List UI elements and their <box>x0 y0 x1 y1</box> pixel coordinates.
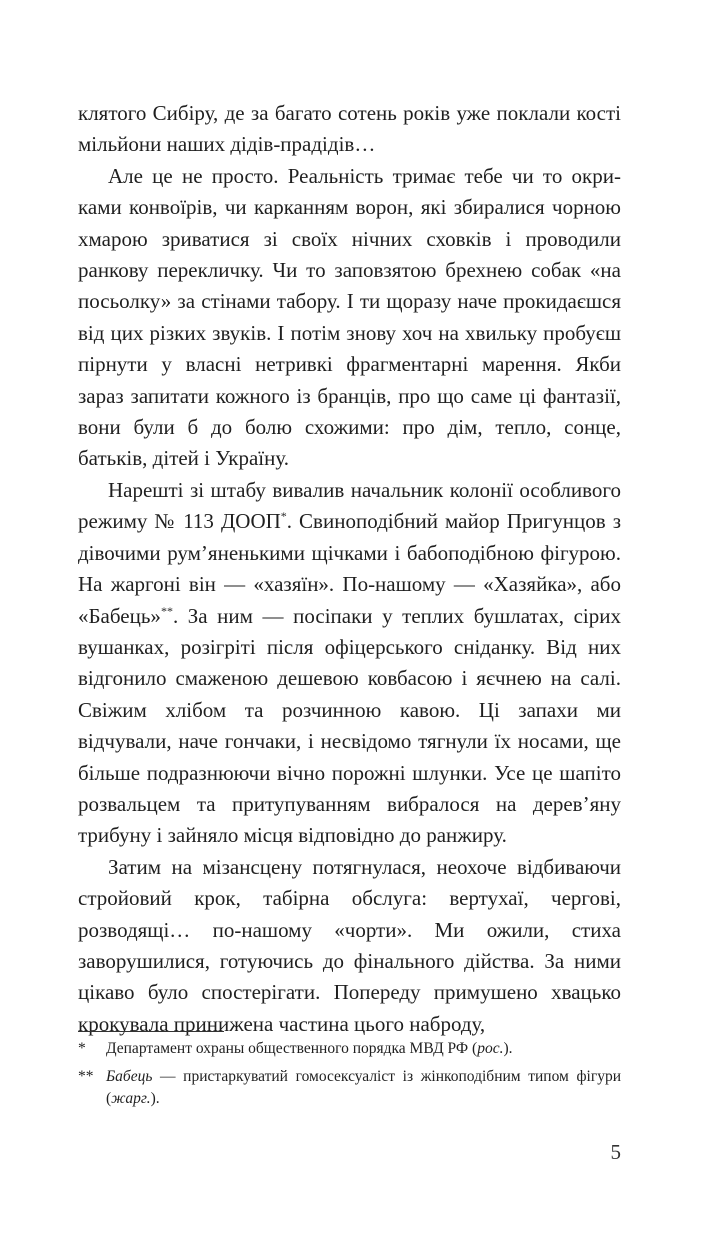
footnote-2-mark: ** <box>78 1068 94 1085</box>
footnote-1-text <box>106 1038 621 1060</box>
paragraph-2: Але це не просто. Реальність тримає тебе чи то окриками конвоїрів, чи карканням ворон, які збиралися чорною хмарою зриватися зі своїх нічних сховків і проводили ранкову перекличку. Чи то заповзятою брехнею собак «на посьолку» за стінами табору. І ти щоразу наче прокидаєшся від цих різких звуків. І потім знову хоч на хвильку пробуєш пірнути у власні нетривкі фрагментарні марення. Якби зараз запитати кожного із бранців, про що саме ці фантазії, вони були б до болю схожими: про дім, тепло, сонце, батьків, дітей і Україну. <box>78 163 621 471</box>
paragraph-3-part-1: Нарешті зі штабу вивалив начальник колонії особливого режиму № 113 ДООП <box>78 477 621 534</box>
footnote-1-mark: * <box>78 1040 86 1057</box>
page-number: 5 <box>610 1140 621 1164</box>
footnote-2-lang-label: жарг. <box>111 1090 151 1107</box>
footnote-1-text-main: Департамент охраны общественного порядка МВД РФ ( <box>106 1040 478 1057</box>
footnote-ref-2: ** <box>160 603 173 618</box>
footnote-1-lang-label: рос. <box>477 1040 504 1057</box>
footnote-1 <box>78 1038 621 1060</box>
footnote-2-text-main: — пристаркуватий гомосексуаліст із жінкоподібним типом фігури ( <box>106 1068 621 1107</box>
paragraph-3-part-2: . Свиноподібний майор Пригунцов з дівочими рум’яненькими щічками і бабоподібною фігурою. На жаргоні він — «хазяїн». По-нашому — «Хазяйка», або «Бабець» <box>78 509 621 628</box>
footnote-1-text-end: ). <box>503 1040 513 1057</box>
footnote-ref-1: * <box>280 509 287 524</box>
footnote-2 <box>78 1066 621 1110</box>
footnote-2-text-end: ). <box>150 1090 160 1107</box>
paragraph-1: клятого Сибіру, де за багато сотень років уже поклали кості мільйони наших дідів-прадідів… <box>78 101 621 157</box>
footnotes <box>78 1038 621 1116</box>
paragraph-3-part-3: . За ним — посіпаки у теплих бушлатах, сірих вушанках, розігріті після офіцерського сніданку. Від них відгонило смаженою дешевою ковбасою і яєчнею на салі. Свіжим хлібом та розчинною кавою. Ці запахи ми відчували, наче гончаки, і несвідомо тягнули їх носами, ще більше подразнюючи вічно порожні шлунки. Усе це шапіто розвальцем та притупуванням вибралося на дерев’яну трибуну і зайняло місця відповідно до ранжиру. <box>78 603 621 848</box>
footnote-2-term: Бабець <box>106 1068 153 1085</box>
footnote-divider <box>78 1031 224 1032</box>
main-text <box>78 98 621 1040</box>
paragraph-4: Затим на мізансцену потягнулася, неохоче відбиваючи стройовий крок, табірна обслуга: вертухаї, чергові, розводящі… по-нашому «чорти». Ми ожили, стиха заворушилися, готуючись до фінального дійства. За ними цікаво було спостерігати. Попереду примушено хвацько крокувала принижена частина цього наброду, <box>78 854 621 1036</box>
paragraph-3 <box>78 475 621 852</box>
footnote-2-text <box>106 1066 621 1110</box>
